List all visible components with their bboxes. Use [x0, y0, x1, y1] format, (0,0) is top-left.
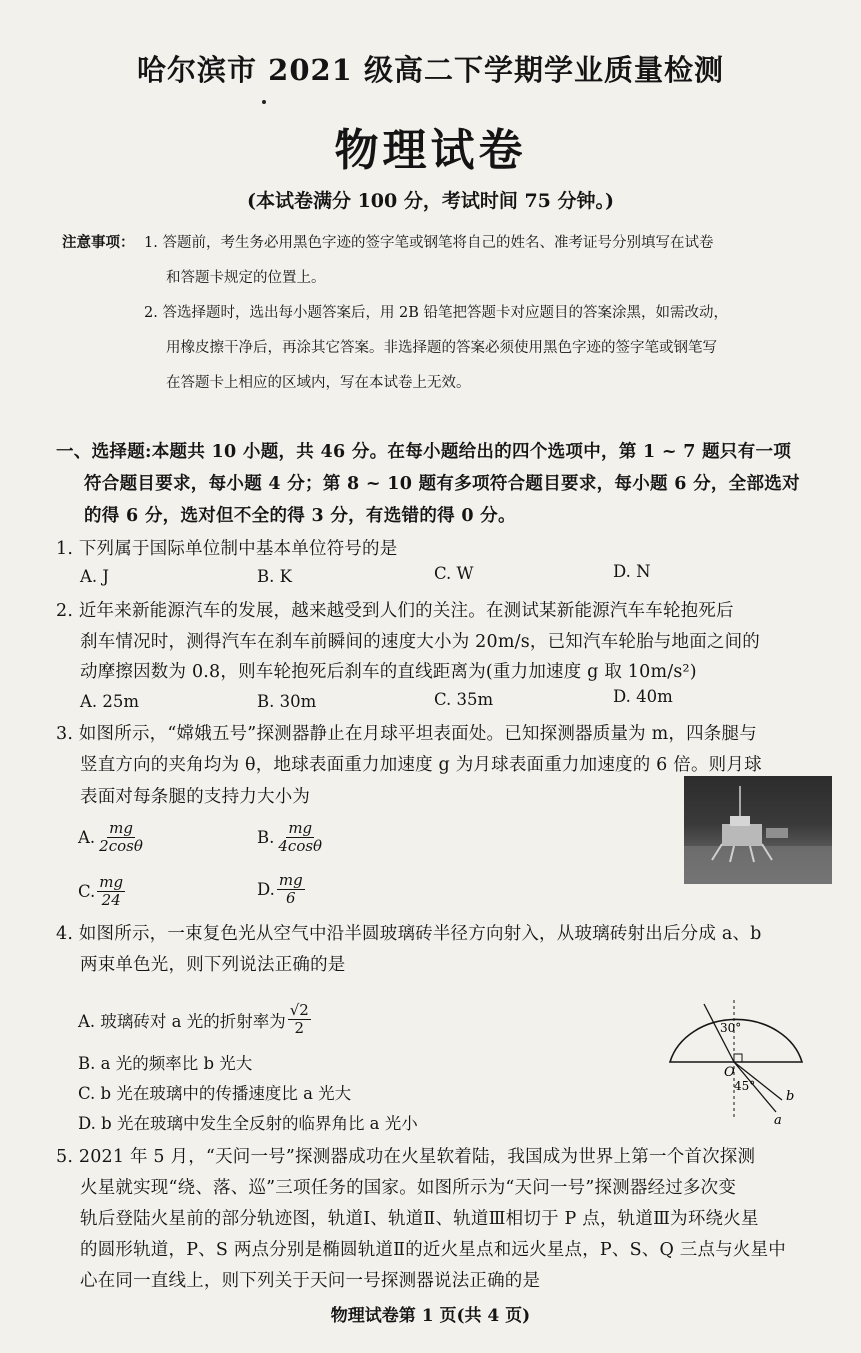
q3-option-b-fraction: [276, 820, 324, 855]
lunar-lander-image: [684, 776, 832, 884]
q3-option-a-numerator: mg: [109, 819, 133, 837]
point-o-label: O: [724, 1065, 735, 1080]
q3-option-c: [78, 874, 125, 909]
q3-option-c-label: C.: [78, 882, 96, 901]
section-line-2: 符合题目要求，每小题 4 分；第 8 ~ 10 题有多项符合题目要求，每小题 6 分，全部选对: [84, 474, 800, 494]
stray-dot: [262, 100, 266, 104]
q5-line-4: 的圆形轨道，P、S 两点分别是椭圆轨道Ⅱ的近火星点和远火星点，P、S、Q 三点与火星中: [80, 1240, 786, 1260]
note-2-line-3: 在答题卡上相应的区域内，写在本试卷上无效。: [166, 375, 471, 391]
refraction-diagram: [662, 1000, 812, 1130]
notes-label: 注意事项：: [62, 234, 135, 251]
q3-option-a-label: A.: [78, 828, 96, 847]
q3-option-c-fraction: [97, 874, 125, 909]
section-line-3: 的得 6 分，选对但不全的得 3 分，有选错的得 0 分。: [84, 506, 516, 526]
q4-line-2: 两束单色光，则下列说法正确的是: [80, 955, 346, 975]
q5-line-3: 轨后登陆火星前的部分轨迹图，轨道Ⅰ、轨道Ⅱ、轨道Ⅲ相切于 P 点，轨道Ⅲ为环绕火星: [80, 1209, 759, 1229]
ray-a-label: a: [774, 1113, 782, 1128]
q1-stem: 1. 下列属于国际单位制中基本单位符号的是: [56, 539, 398, 559]
q2-line-2: 刹车情况时，测得汽车在刹车前瞬间的速度大小为 20m/s，已知汽车轮胎与地面之间的: [80, 632, 760, 652]
q3-option-d-label: D.: [257, 880, 275, 899]
q3-option-a: [78, 820, 145, 855]
q4-option-a-numerator: √2: [289, 1001, 309, 1019]
q3-option-d-fraction: [277, 872, 305, 907]
q4-line-1: 4. 如图所示，一束复色光从空气中沿半圆玻璃砖半径方向射入，从玻璃砖射出后分成 a、b: [56, 924, 762, 944]
angle-bottom-label: 45°: [734, 1079, 756, 1093]
q2-option-d: D. 40m: [613, 687, 673, 706]
q3-option-b-denominator: 4cosθ: [278, 837, 323, 855]
subject-title: 物理试卷: [334, 125, 527, 176]
q3-option-d-numerator: mg: [278, 871, 303, 889]
lunar-lander-photo: [684, 776, 832, 884]
q4-option-b: B. a 光的频率比 b 光大: [78, 1054, 253, 1073]
exam-info: (本试卷满分 100 分，考试时间 75 分钟。): [246, 190, 615, 212]
q3-line-1: 3. 如图所示，“嫦娥五号”探测器静止在月球平坦表面处。已知探测器质量为 m，四条腿与: [56, 724, 757, 744]
q3-option-c-denominator: 24: [101, 891, 121, 909]
q4-option-a-fraction: [288, 1002, 311, 1037]
q2-line-3: 动摩擦因数为 0.8，则车轮抱死后刹车的直线距离为(重力加速度 g 取 10m/s²): [80, 662, 697, 682]
note-2-line-2: 用橡皮擦干净后，再涂其它答案。非选择题的答案必须使用黑色字迹的签字笔或钢笔写: [166, 340, 717, 356]
semicircle-glass-diagram: [662, 1000, 812, 1130]
q3-option-c-numerator: mg: [99, 873, 124, 891]
q3-option-a-denominator: 2cosθ: [99, 837, 143, 855]
q2-option-a: A. 25m: [80, 692, 140, 711]
note-1-line-2: 和答题卡规定的位置上。: [166, 270, 326, 286]
q3-line-3: 表面对每条腿的支持力大小为: [80, 787, 311, 807]
q4-option-a: [78, 1002, 311, 1037]
q4-option-c: C. b 光在玻璃中的传播速度比 a 光大: [78, 1084, 352, 1103]
q5-line-1: 5. 2021 年 5 月，“天问一号”探测器成功在火星软着陆，我国成为世界上第一个首次探测: [56, 1147, 756, 1167]
note-2-line-1: 2. 答选择题时，选出每小题答案后，用 2B 铅笔把答题卡对应题目的答案涂黑，如需改动，: [144, 305, 729, 321]
section-line-1: 一、选择题:本题共 10 小题，共 46 分。在每小题给出的四个选项中，第 1 ~ 7 题只有一项: [56, 442, 792, 462]
q5-line-2: 火星就实现“绕、落、巡”三项任务的国家。如图所示为“天问一号”探测器经过多次变: [80, 1178, 737, 1198]
angle-top-label: 30°: [720, 1021, 742, 1035]
q3-option-b: [257, 820, 324, 855]
exam-title: 哈尔滨市 2021 级高二下学期学业质量检测: [137, 53, 724, 87]
q5-line-5: 心在同一直线上，则下列关于天问一号探测器说法正确的是: [80, 1271, 541, 1291]
q2-option-c: C. 35m: [434, 690, 494, 709]
q1-option-d: D. N: [613, 562, 651, 581]
q3-option-a-fraction: [97, 820, 145, 855]
ray-b-label: b: [786, 1089, 795, 1104]
q1-option-c: C. W: [434, 564, 474, 583]
q3-option-d: [257, 872, 305, 907]
q3-option-d-denominator: 6: [286, 889, 296, 907]
q2-line-1: 2. 近年来新能源汽车的发展，越来越受到人们的关注。在测试某新能源汽车车轮抱死后: [56, 601, 734, 621]
q4-option-a-denominator: 2: [294, 1019, 305, 1037]
note-1-line-1: 1. 答题前，考生务必用黑色字迹的签字笔或钢笔将自己的姓名、准考证号分别填写在试卷: [144, 235, 714, 251]
right-angle-mark: [734, 1054, 742, 1062]
q1-option-b: B. K: [257, 567, 292, 586]
page-footer: 物理试卷第 1 页(共 4 页): [330, 1306, 531, 1326]
q4-option-d: D. b 光在玻璃中发生全反射的临界角比 a 光小: [78, 1114, 418, 1133]
q3-option-b-numerator: mg: [288, 819, 313, 837]
q4-option-a-text: A. 玻璃砖对 a 光的折射率为: [78, 1011, 286, 1031]
q3-line-2: 竖直方向的夹角均为 θ，地球表面重力加速度 g 为月球表面重力加速度的 6 倍。则月球: [80, 755, 762, 775]
q2-option-b: B. 30m: [257, 692, 317, 711]
q1-option-a: A. J: [80, 567, 110, 586]
q3-option-b-label: B.: [257, 828, 275, 847]
